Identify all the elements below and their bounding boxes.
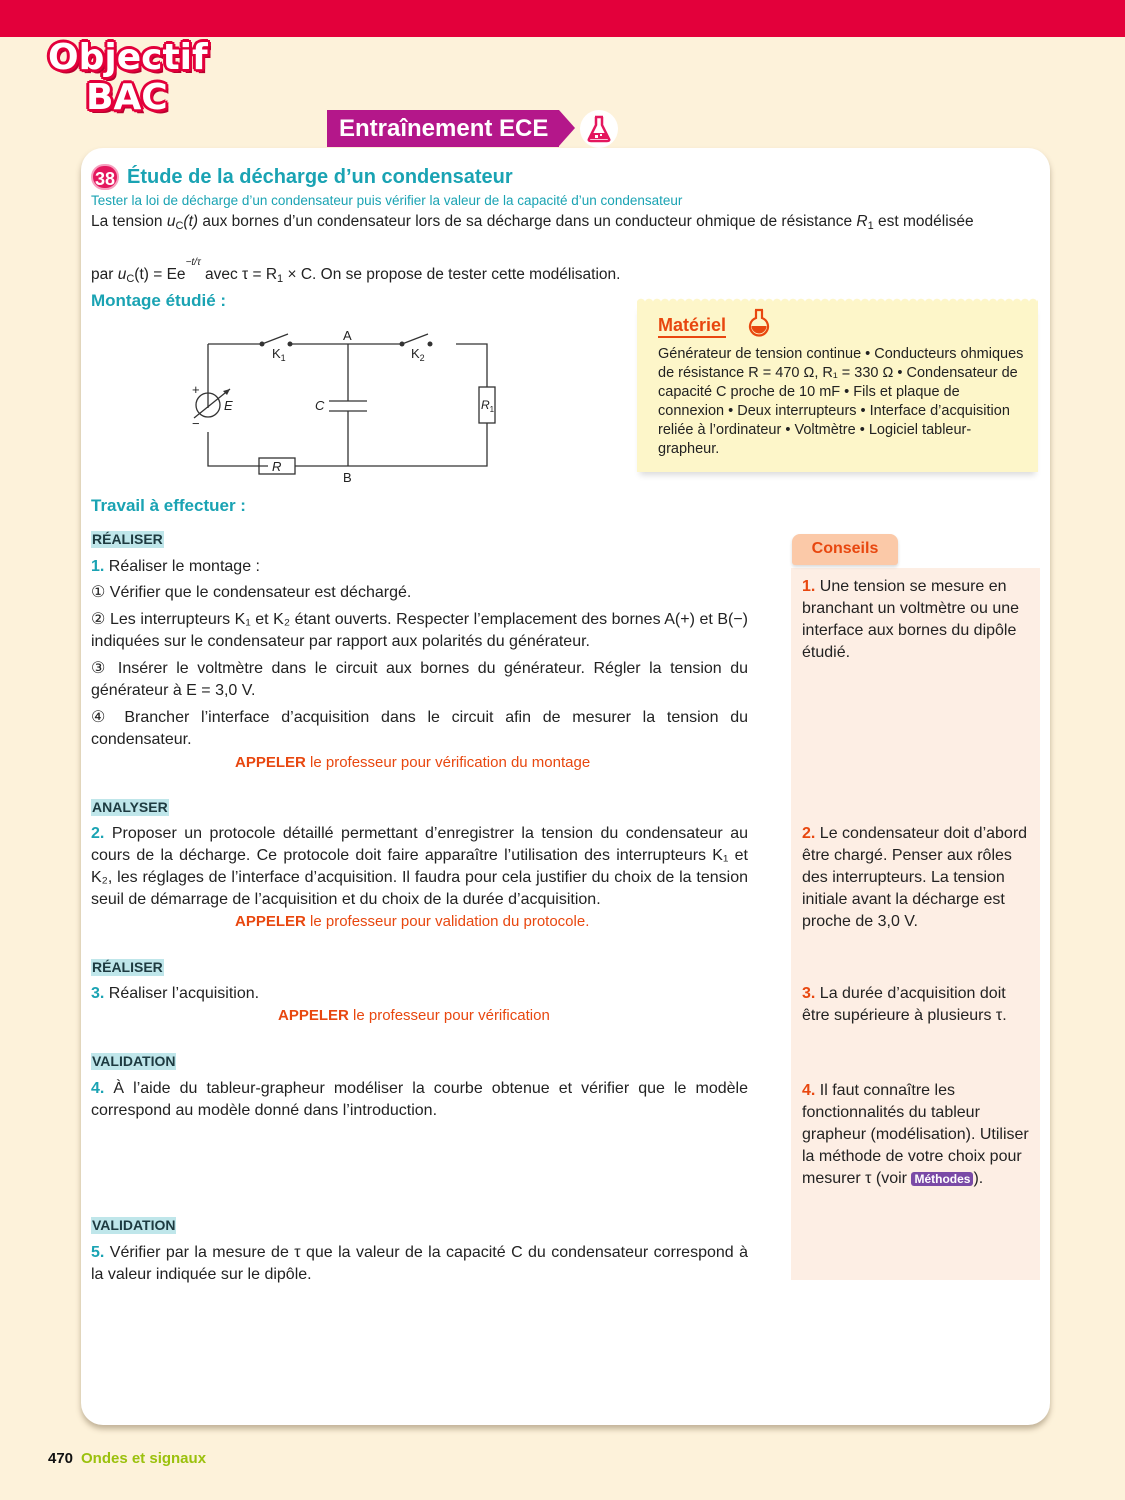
step-3: ③ Insérer le voltmètre dans le circuit aux bornes du générateur. Régler la tension du générateur à E = 3,0 V. bbox=[91, 660, 748, 699]
banner-arrow bbox=[559, 110, 575, 146]
page-number: 470 bbox=[48, 1450, 74, 1467]
objectif-bac-logo bbox=[48, 38, 208, 118]
exercise-number-badge: 38 bbox=[91, 164, 119, 190]
label-e: E bbox=[224, 398, 233, 413]
conseil-2: 2. Le condensateur doit d’abord être chargé. Penser aux rôles des interrupteurs. La tension initiale avant la décharge est proche de 3,0 V. bbox=[802, 825, 1028, 930]
montage-heading: Montage étudié : bbox=[91, 291, 227, 310]
skill-label-validation: VALIDATION bbox=[92, 1053, 176, 1069]
step-2: ② Les interrupteurs K₁ et K₂ étant ouverts. Respecter l’emplacement des bornes A(+) et B(−) indiquées sur le condensateur par rapport aux polarités du générateur. bbox=[91, 611, 748, 650]
appeler-note-1: APPELER le professeur pour vérification du montage bbox=[235, 754, 591, 771]
label-plus: + bbox=[192, 382, 200, 397]
label-b: B bbox=[343, 470, 352, 485]
materiel-box bbox=[637, 302, 1038, 472]
top-bar bbox=[0, 0, 1125, 37]
section-banner: Entraînement ECE bbox=[327, 110, 559, 147]
label-a: A bbox=[343, 328, 352, 343]
exercise-subtitle: Tester la loi de décharge d’un condensateur puis vérifier la valeur de la capacité d’un condensateur bbox=[91, 193, 683, 208]
conseil-4: 4. Il faut connaître les fonctionnalités du tableur grapheur (modélisation). Utiliser la méthode de votre choix pour mesurer τ (voir Méthodes ). bbox=[802, 1082, 1029, 1187]
circuit-diagram bbox=[180, 320, 510, 490]
conseil-3: 3. La durée d’acquisition doit être supérieure à plusieurs τ. bbox=[802, 985, 1007, 1024]
intro-line-2: par $u_C(t) = Ee^{-t/\tau}$ avec $\tau = R_1 \times C$. On se propose de tester cette modélisation. bbox=[91, 257, 621, 285]
travail-heading: Travail à effectuer : bbox=[91, 496, 246, 515]
materiel-list: Générateur de tension continue • Conducteurs ohmiques de résistance R = 470 Ω, R₁ = 330 Ω • Condensateur de capacité C proche de 10 mF • Fils et plaque de connexion • Deux interrupteurs • Interface d’acquisition reliée à l’ordinateur • Voltmètre • Logiciel tableur-grapheur. bbox=[658, 346, 1024, 457]
logo-line1: Objectif bbox=[48, 37, 208, 78]
label-k1: $K_1$ bbox=[272, 346, 286, 363]
label-minus: − bbox=[192, 416, 200, 431]
intro-line-1: La tension $u_C(t)$ aux bornes d’un condensateur lors de sa décharge dans un conducteur ohmique de résistance $R_1$ est modélisée bbox=[91, 213, 974, 232]
methodes-link[interactable]: Méthodes bbox=[911, 1172, 973, 1186]
conseils-tab: Conseils bbox=[792, 534, 898, 565]
step-4: ④ Brancher l’interface d’acquisition dans le circuit afin de mesurer la tension du condensateur. bbox=[91, 709, 748, 748]
question-5: 5. Vérifier par la mesure de τ que la valeur de la capacité C du condensateur correspond à la valeur indiquée sur le dipôle. bbox=[91, 1244, 748, 1283]
chapter-title: Ondes et signaux bbox=[81, 1450, 207, 1467]
question-3: 3. Réaliser l’acquisition. bbox=[91, 985, 260, 1002]
label-c: C bbox=[315, 398, 325, 413]
question-2: 2. Proposer un protocole détaillé permettant d’enregistrer la tension du condensateur au cours de la décharge. Ce protocole doit faire apparaître l’utilisation des interrupteurs K₁ et K₂, les réglages de l’interface d’acquisition. Il faudra pour cela justifier du choix de la tension seuil de démarrage de l’acquisition et du choix de la durée d’acquisition. bbox=[91, 825, 748, 908]
label-r: R bbox=[272, 459, 282, 474]
skill-label-realiser: RÉALISER bbox=[92, 531, 163, 547]
appeler-note-3: APPELER le professeur pour vérification bbox=[278, 1007, 550, 1024]
skill-label-analyser: ANALYSER bbox=[92, 799, 168, 815]
conseil-1: 1. Une tension se mesure en branchant un voltmètre ou une interface aux bornes du dipôle étudié. bbox=[802, 578, 1020, 661]
question-1: 1. Réaliser le montage : bbox=[91, 558, 260, 575]
flask-icon bbox=[580, 110, 618, 148]
logo-line2: BAC bbox=[86, 77, 168, 118]
skill-label-validation-2: VALIDATION bbox=[92, 1217, 176, 1233]
step-1: ① Vérifier que le condensateur est déchargé. bbox=[91, 584, 412, 601]
round-flask-icon bbox=[747, 308, 771, 338]
skill-label-realiser-2: RÉALISER bbox=[92, 959, 163, 975]
exercise-title: Étude de la décharge d’un condensateur bbox=[127, 166, 513, 188]
question-4: 4. À l’aide du tableur-grapheur modéliser la courbe obtenue et vérifier que le modèle correspond au modèle donné dans l’introduction. bbox=[91, 1080, 748, 1119]
appeler-note-2: APPELER le professeur pour validation du protocole. bbox=[235, 913, 590, 930]
materiel-title: Matériel bbox=[658, 314, 726, 338]
label-k2: $K_2$ bbox=[411, 346, 425, 363]
label-r1: $R_1$ bbox=[481, 398, 495, 414]
